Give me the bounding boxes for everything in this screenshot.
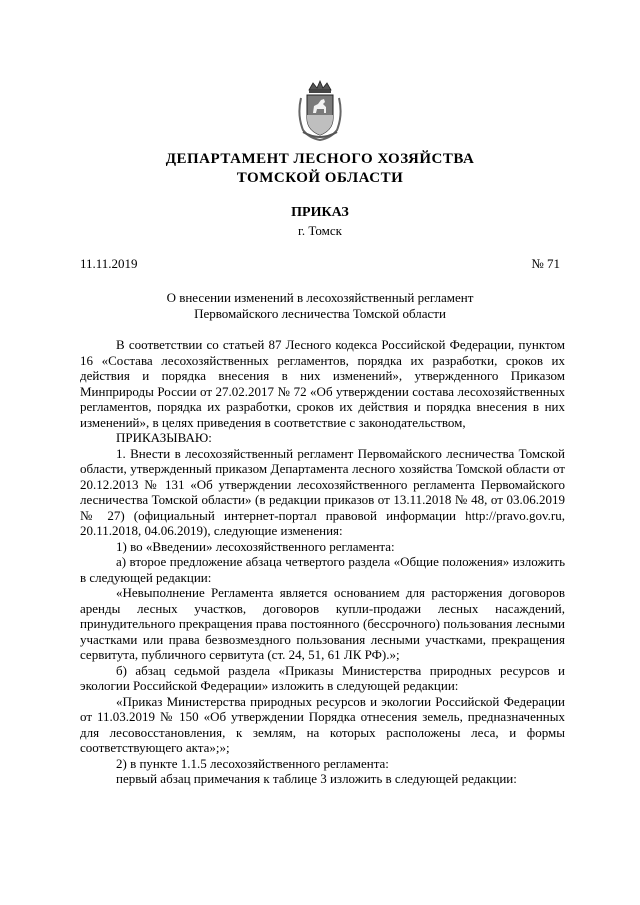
body-paragraph-quote-a: «Невыполнение Регламента является основанием для расторжения договоров аренды лесных участков, договоров купли-продажи лесных насаждений, принудительного прекращения права постоянного (бессрочного) пользования лесными участками или права безвозмездного пользования лесными участками, прекращения сервитута, публичного сервитута (ст. 24, 51, 61 ЛК РФ).»; (80, 585, 565, 662)
body-paragraph-1-1-b: б) абзац седьмой раздела «Приказы Министерства природных ресурсов и экологии Российской Федерации» изложить в следующей редакции: (80, 662, 565, 693)
body-paragraph-1-1-a: а) второе предложение абзаца четвертого раздела «Общие положения» изложить в следующей редакции: (80, 554, 565, 585)
document-type: ПРИКАЗ (291, 205, 349, 220)
body-paragraph-1-2-first: первый абзац примечания к таблице 3 изложить в следующей редакции: (116, 771, 517, 786)
body-paragraph-preamble: В соответствии со статьей 87 Лесного кодекса Российской Федерации, пунктом 16 «Состава лесохозяйственных регламентов, порядка их разработки, сроков их действия и порядка внесения в них изменений», утвержденного Приказом Минприроды России от 27.02.2017 № 72 «Об утверждении состава лесохозяйственных регламентов, порядка их разработки, сроков их действия и порядка внесения в них изменений», в целях приведения в соответствие с законодательством, (80, 337, 565, 430)
body-paragraph-order: ПРИКАЗЫВАЮ: (116, 430, 212, 445)
coat-of-arms-emblem (295, 80, 345, 142)
body-paragraph-1-1: 1) во «Введении» лесохозяйственного регламента: (116, 538, 395, 554)
department-title-line1: ДЕПАРТАМЕНТ ЛЕСНОГО ХОЗЯЙСТВА (165, 151, 475, 167)
body-paragraph-1: 1. Внести в лесохозяйственный регламент Первомайского лесничества Томской области, утвержденный приказом Департамента лесного хозяйства Томской области от 20.12.2013 № 131 «Об утверждении лесохозяйственного регламента Первомайского лесничества Томской области» (в редакции приказов от 13.11.2018 № 48, от 03.06.2019 № 27) (официальный интернет-портал правовой информации http://pravo.gov.ru, 20.11.2018, 04.06.2019), следующие изменения: (80, 445, 565, 538)
department-title-line2: ТОМСКОЙ ОБЛАСТИ (236, 170, 404, 186)
body-paragraph-1-2: 2) в пункте 1.1.5 лесохозяйственного регламента: (116, 755, 389, 771)
body-paragraph-quote-b: «Приказ Министерства природных ресурсов и экологии Российской Федерации от 11.03.2019 № 150 «Об утверждении Порядка отнесения земель, предназначенных для лесовосстановления, к землям, на которых расположены леса, и формы соответствующего акта»;»; (80, 693, 565, 755)
city-label: г. Томск (298, 223, 342, 238)
document-date: 11.11.2019 (80, 256, 138, 271)
subject-line1: О внесении изменений в лесохозяйственный регламент (166, 290, 474, 305)
subject-line2: Первомайского лесничества Томской области (194, 306, 446, 321)
document-body (80, 337, 565, 787)
document-number: № 71 (531, 256, 560, 271)
document-subject (0, 290, 640, 322)
